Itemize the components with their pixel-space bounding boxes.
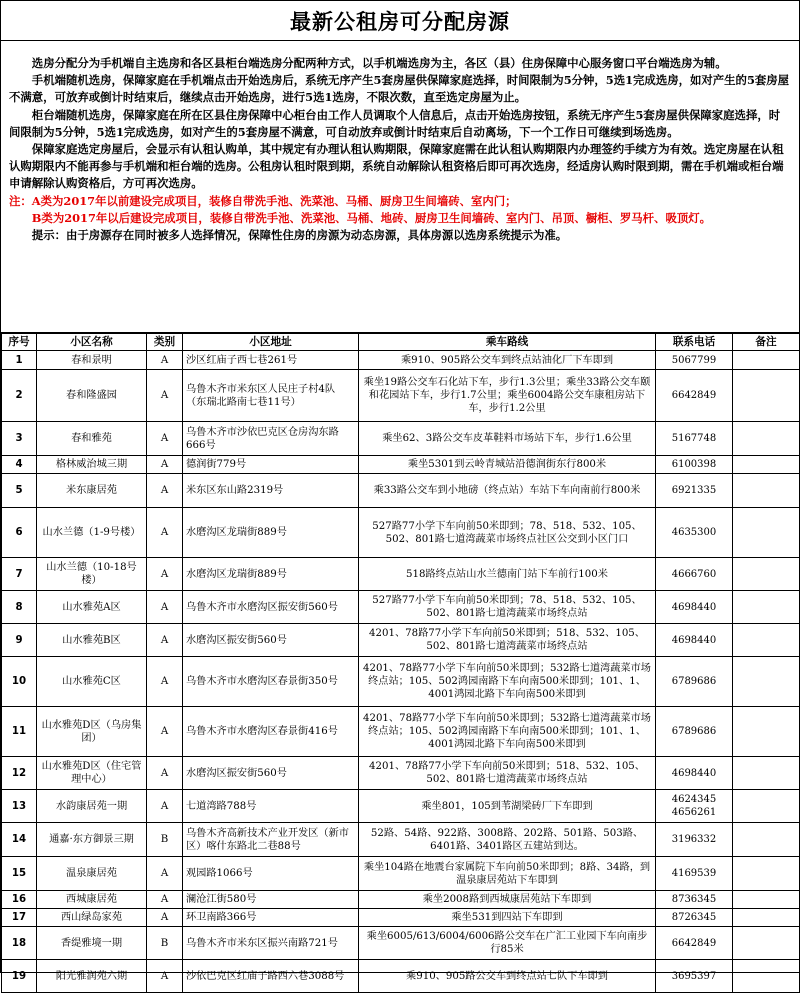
cell-name: 山水兰德（1-9号楼）	[37, 508, 147, 558]
cell-name: 香缇雅境一期	[37, 927, 147, 960]
cell-note	[733, 927, 800, 960]
cell-no: 8	[2, 591, 37, 624]
cell-name: 春和雅苑	[37, 422, 147, 456]
header-note: 备注	[733, 334, 800, 351]
cell-type: A	[147, 591, 183, 624]
table-row	[2, 422, 800, 456]
cell-no: 15	[2, 857, 37, 891]
cell-note	[733, 657, 800, 707]
cell-name: 米东康居苑	[37, 474, 147, 508]
cell-phone: 3196332	[656, 823, 733, 857]
header-type: 类别	[147, 334, 183, 351]
header-no: 序号	[2, 334, 37, 351]
cell-type: A	[147, 857, 183, 891]
cell-name: 春和景明	[37, 351, 147, 370]
cell-route: 乘坐5301到云岭青城站沿德润街东行800米	[359, 456, 656, 474]
header-phone: 联系电话	[656, 334, 733, 351]
table-row	[2, 857, 800, 891]
cell-address: 澜沧江街580号	[183, 891, 359, 909]
cell-type: A	[147, 456, 183, 474]
cell-type: A	[147, 422, 183, 456]
note-category-a: 注：A类为2017年以前建设完成项目，装修自带洗手池、洗菜池、马桶、厨房卫生间墙砖、室内门；	[9, 193, 517, 208]
cell-address: 沙依巴克区红庙子路西六巷3088号	[183, 960, 359, 993]
cell-address: 水磨沟区龙瑞街889号	[183, 508, 359, 558]
cell-route: 乘坐801，105到苇湖梁砖厂下车即到	[359, 790, 656, 823]
cell-address: 乌鲁木齐市沙依巴克区仓房沟东路666号	[183, 422, 359, 456]
cell-note	[733, 558, 800, 591]
cell-name: 山水雅苑C区	[37, 657, 147, 707]
cell-address: 乌鲁木齐市水磨沟区春景街350号	[183, 657, 359, 707]
intro-paragraph-4: 保障家庭选定房屋后，会显示有认租认购单，其中规定有办理认租认购期限，保障家庭需在此认租认购期限内办理签约手续方为有效。选定房屋在认租认购期限内不能再参与手机端和柜台端的选房。公租房认租时限到期，系统自动解除认租资格后即可再次选房，经适房认购时限到期，需在手机端或柜台端申请解除认购资格后，方可再次选房。	[9, 142, 784, 191]
cell-no: 1	[2, 351, 37, 370]
cell-name: 格林威治城三期	[37, 456, 147, 474]
cell-type: A	[147, 960, 183, 993]
cell-route: 乘坐531到四站下车即到	[359, 909, 656, 927]
cell-name: 山水雅苑D区（乌房集团）	[37, 707, 147, 757]
cell-no: 5	[2, 474, 37, 508]
table-row	[2, 508, 800, 558]
cell-no: 4	[2, 456, 37, 474]
cell-no: 7	[2, 558, 37, 591]
page-title: 最新公租房可分配房源	[1, 1, 799, 41]
cell-route: 乘910、905路公交车到终点站七队下车即到	[359, 960, 656, 993]
cell-type: A	[147, 790, 183, 823]
cell-no: 6	[2, 508, 37, 558]
cell-route: 4201、78路77小学下车向前50米即到；518、532、105、502、801路七道湾蔬菜市场终点站	[359, 624, 656, 657]
cell-type: A	[147, 707, 183, 757]
cell-note	[733, 474, 800, 508]
cell-note	[733, 351, 800, 370]
cell-address: 七道湾路788号	[183, 790, 359, 823]
cell-note	[733, 422, 800, 456]
cell-route: 乘坐2008路到西城康居苑站下车即到	[359, 891, 656, 909]
cell-type: A	[147, 351, 183, 370]
cell-route: 乘坐6005/613/6004/6006路公交车在广汇工业园下车向南步行85米	[359, 927, 656, 960]
cell-address: 乌鲁木齐市米东区振兴南路721号	[183, 927, 359, 960]
cell-no: 16	[2, 891, 37, 909]
table-row	[2, 624, 800, 657]
cell-note	[733, 707, 800, 757]
header-route: 乘车路线	[359, 334, 656, 351]
cell-route: 4201、78路77小学下车向前50米即到；532路七道湾蔬菜市场终点站；105、502鸿园南路下车向南500米即到；101、1、4001鸿园北路下车向南500米即到	[359, 657, 656, 707]
cell-address: 乌鲁木齐市水磨沟区振安街560号	[183, 591, 359, 624]
tip-text: 提示：由于房源存在同时被多人选择情况，保障性住房的房源为动态房源，具体房源以选房系统提示为准。	[31, 228, 568, 243]
cell-route: 乘坐19路公交车石化站下车，步行1.3公里；乘坐33路公交车颐和花园站下车，步行1.7公里；乘坐6004路公交车康租房站下车，步行1.2公里	[359, 370, 656, 422]
cell-type: A	[147, 624, 183, 657]
cell-address: 乌鲁木齐高新技术产业开发区（新市区）喀什东路北二巷88号	[183, 823, 359, 857]
cell-phone: 4698440	[656, 757, 733, 790]
cell-type: A	[147, 370, 183, 422]
cell-no: 17	[2, 909, 37, 927]
cell-name: 水韵康居苑一期	[37, 790, 147, 823]
cell-note	[733, 909, 800, 927]
cell-route: 乘坐62、3路公交车皮革鞋料市场站下车，步行1.6公里	[359, 422, 656, 456]
cell-address: 米东区东山路2319号	[183, 474, 359, 508]
cell-phone: 6789686	[656, 657, 733, 707]
cell-note	[733, 370, 800, 422]
table-row	[2, 474, 800, 508]
cell-type: B	[147, 823, 183, 857]
cell-route: 527路77小学下车向前50米即到；78、518、532、105、502、801路七道湾蔬菜市场终点站	[359, 591, 656, 624]
cell-no: 3	[2, 422, 37, 456]
cell-note	[733, 757, 800, 790]
cell-no: 19	[2, 960, 37, 993]
intro-paragraph-3: 柜台端随机选房，保障家庭在所在区县住房保障中心柜台由工作人员调取个人信息后，点击开始选房按钮，系统无序产生5套房屋供保障家庭选择，时间限制为5分钟，5选1完成选房，如对产生的5套房屋不满意，可自动放弃或倒计时结束后自动离场，下一个工作日可继续到场选房。	[9, 107, 781, 139]
cell-phone: 6789686	[656, 707, 733, 757]
cell-name: 山水雅苑A区	[37, 591, 147, 624]
table-row	[2, 558, 800, 591]
table-row	[2, 351, 800, 370]
note-category-b: B类为2017年以后建设完成项目，装修自带洗手池、洗菜池、马桶、地砖、厨房卫生间墙砖、室内门、吊顶、橱柜、罗马杆、吸顶灯。	[31, 210, 712, 225]
table-header-row	[2, 334, 800, 351]
housing-table	[1, 333, 800, 993]
cell-type: A	[147, 508, 183, 558]
cell-phone: 4698440	[656, 591, 733, 624]
cell-name: 温泉康居苑	[37, 857, 147, 891]
cell-no: 11	[2, 707, 37, 757]
table-row	[2, 960, 800, 993]
cell-note	[733, 456, 800, 474]
cell-type: A	[147, 657, 183, 707]
cell-phone: 6921335	[656, 474, 733, 508]
cell-note	[733, 960, 800, 993]
table-row	[2, 757, 800, 790]
cell-type: A	[147, 558, 183, 591]
cell-type: A	[147, 474, 183, 508]
cell-no: 14	[2, 823, 37, 857]
intro-paragraph-1: 选房分配分为手机端自主选房和各区县柜台端选房分配两种方式，以手机端选房为主，各区（县）住房保障中心服务窗口平台端选房为辅。	[31, 56, 727, 70]
cell-no: 12	[2, 757, 37, 790]
header-address: 小区地址	[183, 334, 359, 351]
table-row	[2, 657, 800, 707]
cell-note	[733, 624, 800, 657]
cell-no: 18	[2, 927, 37, 960]
cell-route: 527路77小学下车向前50米即到；78、518、532、105、502、801路七道湾蔬菜市场终点社区公交到小区门口	[359, 508, 656, 558]
cell-name: 西城康居苑	[37, 891, 147, 909]
cell-route: 乘33路公交车到小地磅（终点站）车站下车向南前行800米	[359, 474, 656, 508]
cell-route: 518路终点站山水兰德南门站下车前行100米	[359, 558, 656, 591]
cell-route: 4201、78路77小学下车向前50米即到；518、532、105、502、801路七道湾蔬菜市场终点站	[359, 757, 656, 790]
cell-address: 水磨沟区振安街560号	[183, 624, 359, 657]
cell-type: B	[147, 927, 183, 960]
cell-route: 52路、54路、922路、3008路、202路、501路、503路、6401路、3401路区五建站到达。	[359, 823, 656, 857]
cell-route: 4201、78路77小学下车向前50米即到；532路七道湾蔬菜市场终点站；105、502鸿园南路下车向南500米即到；101、1、4001鸿园北路下车向南500米即到	[359, 707, 656, 757]
cell-phone: 6100398	[656, 456, 733, 474]
cell-phone: 4624345 4656261	[656, 790, 733, 823]
cell-address: 乌鲁木齐市米东区人民庄子村4队（东瑞北路南七巷11号）	[183, 370, 359, 422]
cell-note	[733, 508, 800, 558]
cell-name: 山水雅苑B区	[37, 624, 147, 657]
cell-note	[733, 823, 800, 857]
cell-no: 2	[2, 370, 37, 422]
cell-name: 山水雅苑D区（住宅管理中心）	[37, 757, 147, 790]
cell-route: 乘坐104路在地震台家属院下车向前50米即到；8路、34路，到温泉康居苑站下车即到	[359, 857, 656, 891]
cell-phone: 8726345	[656, 909, 733, 927]
cell-note	[733, 790, 800, 823]
cell-route: 乘910、905路公交车到终点站油化厂下车即到	[359, 351, 656, 370]
cell-phone: 5167748	[656, 422, 733, 456]
table-row	[2, 456, 800, 474]
cell-phone: 4666760	[656, 558, 733, 591]
table-row	[2, 707, 800, 757]
cell-address: 乌鲁木齐市水磨沟区春景街416号	[183, 707, 359, 757]
cell-address: 德润街779号	[183, 456, 359, 474]
cell-type: A	[147, 891, 183, 909]
cell-type: A	[147, 909, 183, 927]
table-row	[2, 927, 800, 960]
cell-no: 9	[2, 624, 37, 657]
cell-name: 阳光雅润苑六期	[37, 960, 147, 993]
table-row	[2, 370, 800, 422]
cell-note	[733, 857, 800, 891]
cell-name: 通嘉·东方御景三期	[37, 823, 147, 857]
table-row	[2, 790, 800, 823]
cell-type: A	[147, 757, 183, 790]
cell-note	[733, 591, 800, 624]
cell-no: 10	[2, 657, 37, 707]
cell-phone: 4169539	[656, 857, 733, 891]
cell-no: 13	[2, 790, 37, 823]
cell-phone: 6642849	[656, 927, 733, 960]
cell-phone: 3695397	[656, 960, 733, 993]
intro-section	[1, 41, 799, 333]
cell-name: 春和隆盛园	[37, 370, 147, 422]
cell-note	[733, 891, 800, 909]
cell-address: 水磨沟区振安街560号	[183, 757, 359, 790]
header-name: 小区名称	[37, 334, 147, 351]
cell-phone: 8736345	[656, 891, 733, 909]
cell-phone: 4698440	[656, 624, 733, 657]
cell-phone: 4635300	[656, 508, 733, 558]
cell-name: 山水兰德（10-18号楼）	[37, 558, 147, 591]
table-row	[2, 909, 800, 927]
cell-address: 水磨沟区龙瑞街889号	[183, 558, 359, 591]
cell-phone: 5067799	[656, 351, 733, 370]
cell-phone: 6642849	[656, 370, 733, 422]
table-row	[2, 823, 800, 857]
cell-address: 观园路1066号	[183, 857, 359, 891]
intro-paragraph-2: 手机端随机选房，保障家庭在手机端点击开始选房后，系统无序产生5套房屋供保障家庭选择，时间限制为5分钟，5选1完成选房，如对产生的5套房屋不满意，可放弃或倒计时结束后，继续点击开始选房，进行5选1选房，不限次数，直至选定房屋为止。	[9, 73, 790, 105]
cell-address: 沙区红庙子西七巷261号	[183, 351, 359, 370]
table-row	[2, 891, 800, 909]
cell-address: 环卫南路366号	[183, 909, 359, 927]
table-row	[2, 591, 800, 624]
cell-name: 西山绿岛家苑	[37, 909, 147, 927]
